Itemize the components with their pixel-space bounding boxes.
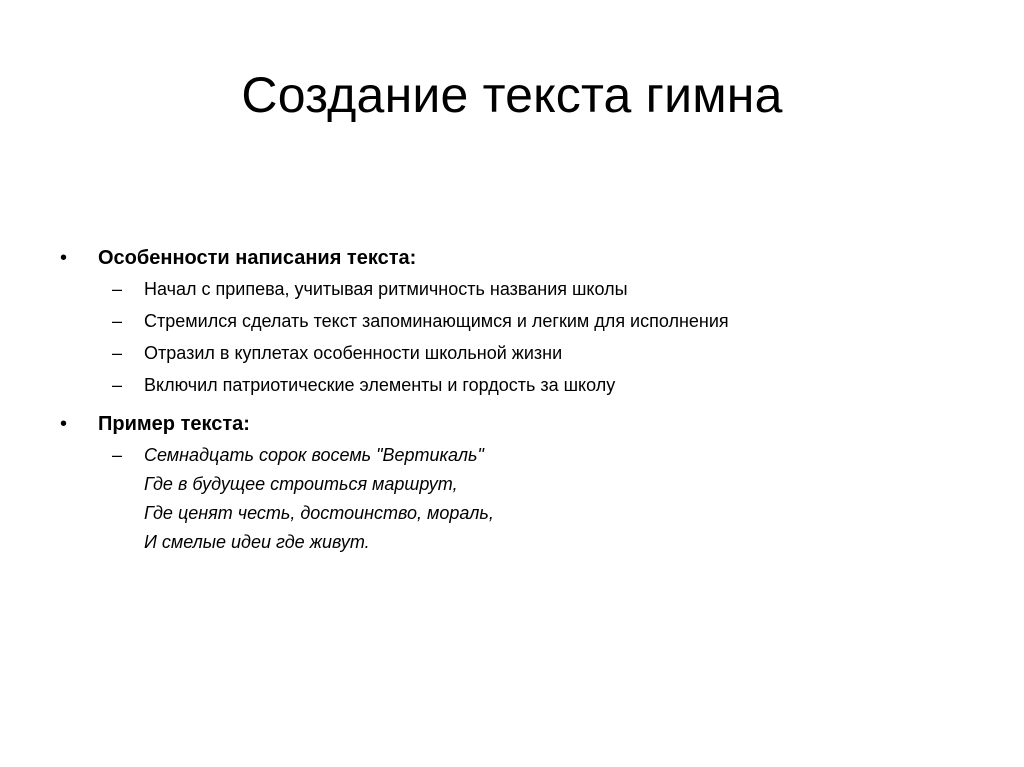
section-heading-example xyxy=(60,409,960,439)
list-item-text: Включил патриотические элементы и гордость за школу xyxy=(144,375,616,395)
poem-block xyxy=(60,439,960,557)
poem-line: И смелые идеи где живут. xyxy=(144,532,370,552)
section-heading-features xyxy=(60,243,960,273)
slide-title: Создание текста гимна xyxy=(241,67,783,123)
dash-icon: – xyxy=(112,343,123,363)
section-heading-text: Особенности написания текста: xyxy=(98,247,417,269)
list-item-text: Начал с припева, учитывая ритмичность названия школы xyxy=(144,279,628,299)
dash-icon: – xyxy=(112,311,123,331)
bullet-icon: • xyxy=(60,413,68,435)
dash-icon: – xyxy=(112,445,123,465)
poem-line: Семнадцать сорок восемь "Вертикаль" xyxy=(144,445,484,465)
poem-line: Где в будущее строиться маршрут, xyxy=(144,474,458,494)
dash-icon: – xyxy=(112,279,123,299)
bullet-icon: • xyxy=(60,247,68,269)
list-item-text: Отразил в куплетах особенности школьной жизни xyxy=(144,343,563,363)
list-item xyxy=(60,305,960,337)
list-item xyxy=(60,337,960,369)
dash-icon: – xyxy=(112,375,123,395)
poem-line: Где ценят честь, достоинство, мораль, xyxy=(144,503,494,523)
section-heading-text: Пример текста: xyxy=(98,413,250,435)
list-item xyxy=(60,273,960,305)
list-item-text: Стремился сделать текст запоминающимся и легким для исполнения xyxy=(144,311,729,331)
list-item xyxy=(60,369,960,401)
slide-content xyxy=(60,243,960,557)
